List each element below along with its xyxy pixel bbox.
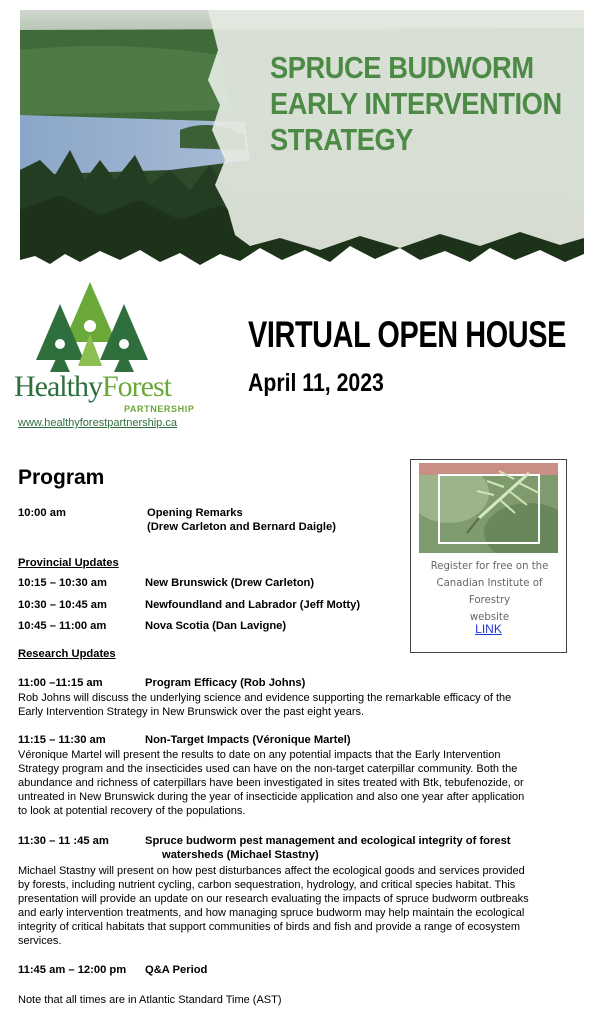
research-desc-1-line-2: Early Intervention Strategy in New Brunswick over the past eight years. — [18, 706, 365, 718]
logo-forest-text: Forest — [101, 370, 171, 403]
research-desc-2-line-2: Strategy program and the insecticides used can have on the non-target caterpillar community. Both the — [18, 763, 518, 775]
program-title: Program — [18, 466, 105, 489]
research-desc-3-line-1: Michael Stastny will present on how pest disturbances affect the ecological goods and services provided — [18, 865, 525, 877]
banner-title-line-3: STRATEGY — [270, 122, 413, 157]
event-date: April 11, 2023 — [248, 369, 384, 397]
website-link[interactable]: www.healthyforestpartnership.ca — [18, 417, 177, 429]
research-time-3: 11:30 – 11 :45 am — [18, 835, 109, 847]
opening-title: Opening Remarks — [147, 507, 243, 519]
registration-text — [423, 557, 556, 625]
provincial-title-2: Newfoundland and Labrador (Jeff Motty) — [145, 599, 361, 611]
banner-title — [270, 50, 562, 158]
qa-title: Q&A Period — [145, 964, 208, 976]
research-heading: Research Updates — [18, 648, 116, 660]
research-desc-3-line-2: by forests, including nutrient cycling, carbon sequestration, hydrology, and critical species habitat. This — [18, 879, 516, 891]
banner-title-line-1: SPRUCE BUDWORM — [270, 50, 534, 85]
provincial-title-1: New Brunswick (Drew Carleton) — [145, 577, 315, 589]
research-desc-1-line-1: Rob Johns will discuss the underlying science and evidence supporting the remarkable efficacy of the — [18, 692, 512, 704]
research-title-3-line-2: watersheds (Michael Stastny) — [162, 849, 319, 861]
research-desc-2-line-3: abundance and richness of caterpillars have been investigated in sites treated with Btk, tebufenozide, or — [18, 777, 524, 789]
tree-people-icon — [28, 282, 158, 374]
registration-link[interactable]: LINK — [475, 622, 502, 636]
registration-box — [410, 459, 567, 653]
research-desc-3-line-5: integrity of critical habitats that support communities of birds and fish and provide a range of ecosystem — [18, 921, 520, 933]
event-title: VIRTUAL OPEN HOUSE — [248, 314, 566, 355]
registration-text-line-1: Register for free on the — [430, 559, 549, 572]
research-title-2: Non-Target Impacts (Véronique Martel) — [145, 734, 351, 746]
banner-title-line-2: EARLY INTERVENTION — [270, 86, 562, 121]
research-title-1: Program Efficacy (Rob Johns) — [145, 677, 306, 689]
research-time-2: 11:15 – 11:30 am — [18, 734, 106, 746]
logo-wordmark — [14, 370, 171, 404]
header-banner — [20, 10, 584, 272]
research-desc-2-line-1: Véronique Martel will present the results to date on any potential impacts that the Early Intervention — [18, 749, 501, 761]
research-desc-3-line-3: presentation will provide an update on our research evaluating the impacts of spruce budworm outbreaks — [18, 893, 529, 905]
registration-text-line-2: Canadian Institute of Forestry — [436, 576, 543, 606]
provincial-heading: Provincial Updates — [18, 557, 119, 569]
provincial-title-3: Nova Scotia (Dan Lavigne) — [145, 620, 287, 632]
research-desc-3-line-6: services. — [18, 935, 62, 947]
research-desc-3-line-4: and early intervention treatments, and how managing spruce budworm may help maintain the ecological — [18, 907, 525, 919]
research-desc-2-line-5: to look at potential recovery of the populations. — [18, 805, 246, 817]
opening-time: 10:00 am — [18, 507, 66, 519]
research-title-3-line-1: Spruce budworm pest management and ecological integrity of forest — [145, 835, 511, 847]
opening-speakers: (Drew Carleton and Bernard Daigle) — [147, 521, 336, 533]
provincial-time-2: 10:30 – 10:45 am — [18, 599, 107, 611]
research-desc-2-line-4: untreated in New Brunswick during the year of insecticide application and also one year after application — [18, 791, 525, 803]
logo-partnership-text: PARTNERSHIP — [124, 404, 195, 414]
provincial-time-1: 10:15 – 10:30 am — [18, 577, 107, 589]
timezone-note: Note that all times are in Atlantic Standard Time (AST) — [18, 994, 282, 1006]
spruce-branch-image — [419, 463, 558, 553]
research-time-1: 11:00 –11:15 am — [18, 677, 103, 689]
provincial-time-3: 10:45 – 11:00 am — [18, 620, 107, 632]
qa-time: 11:45 am – 12:00 pm — [18, 964, 127, 976]
healthy-forest-logo — [14, 282, 219, 432]
registration-text-line-3: website — [469, 610, 510, 623]
logo-healthy-text: Healthy — [14, 370, 102, 403]
